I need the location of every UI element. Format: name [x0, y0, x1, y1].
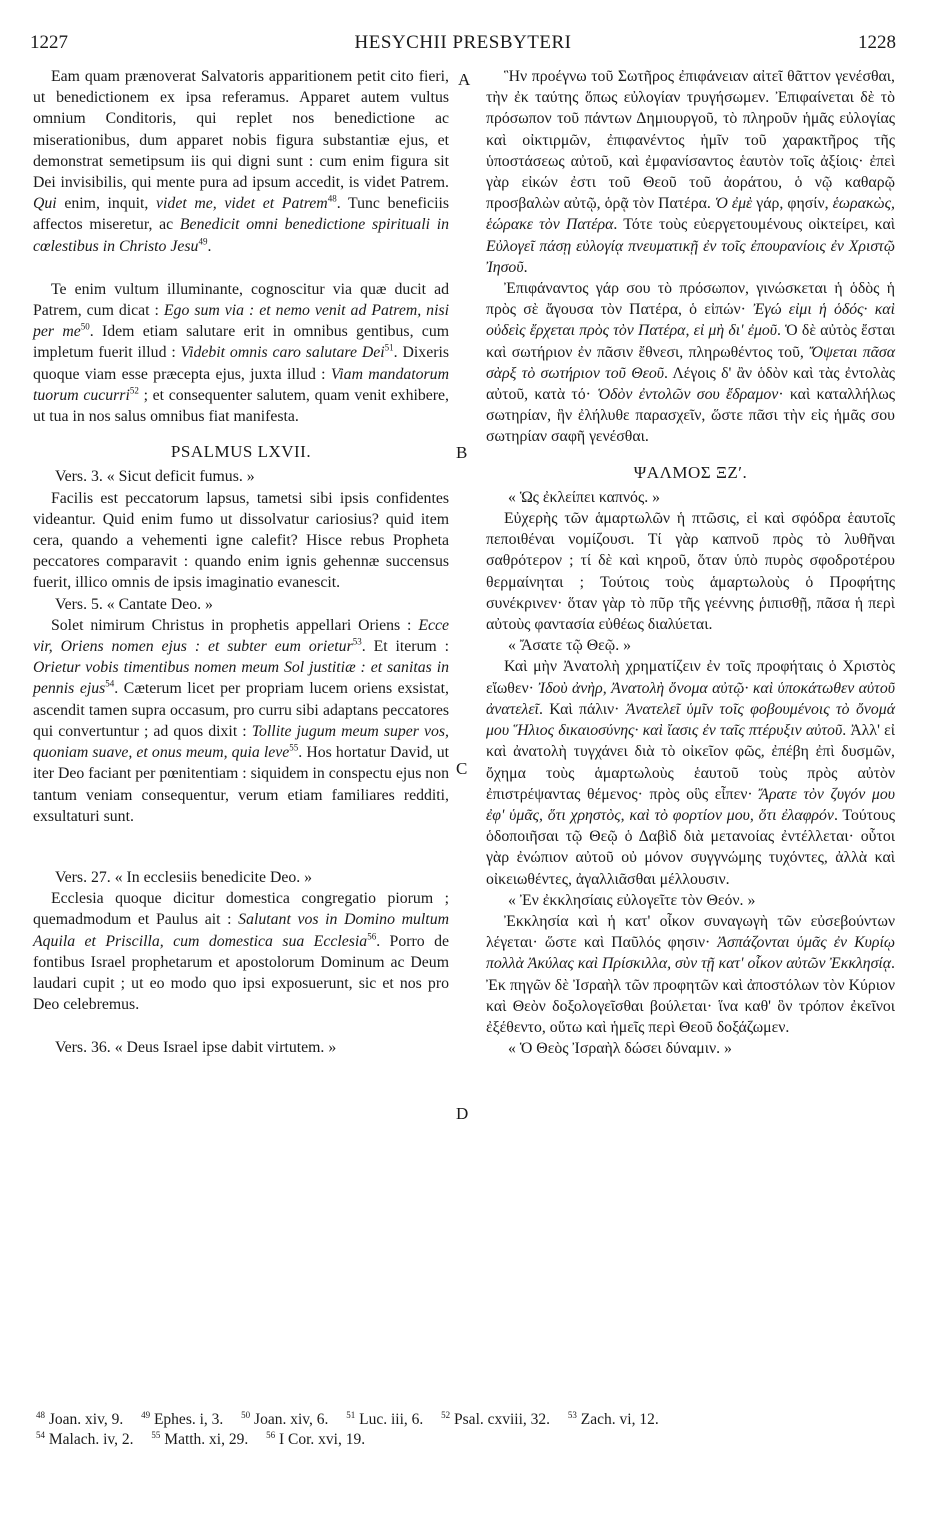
footnote-51: $^{51}$ Luc. iii, 6. [346, 1409, 424, 1428]
footnote-ref[interactable]: 53 [352, 636, 362, 647]
greek-paragraph: Καὶ μὴν Ἀνατολὴ χρηματίζειν ἐν τοῖς προφήταις ὁ Χριστὸς εἴωθεν· Ἰδοὺ ἀνὴρ, Ἀνατολὴ ὄνομα αὐτῷ· καὶ ὑποκάτωθεν αὐτοῦ ἀνατελεῖ. Καὶ πάλιν· Ἀνατελεῖ ὑμῖν τοῖς φοβουμένοις τὸ ὄνομά μου Ἥλιος δικαιοσύνης· καὶ ἴασις ἐν ταῖς πτέρυξιν αὐτοῦ. Ἀλλ' εἰ καὶ ἀνατολὴ τυγχάνει διὰ τὸ οἰκεῖον φῶς, ἐπέβη ἐπὶ δυσμῶν, ὄχημα τοὺς ἁμαρτωλοὺς ἑαυτοῦ τοὺς πρὸς αὐτὸν ἐπιστρέψαντας θέμενος· πρὸς οὓς εἶπεν· Ἄρατε τὸν ζυγόν μου ἐφ' ὑμᾶς, ὅτι χρηστὸς, καὶ τὸ φορτίον μου, ὅτι ἐλαφρόν. Τούτους ὁδοποιῆσαι τῷ Θεῷ ὁ Δαβὶδ διὰ μετανοίας ἐντέλλεται· οὗτοι γὰρ ἐνώπιον αὐτοῦ οὐ μόνον συγγνώμης τυχόντες, ἀλλὰ καὶ οἰκειωθέντες, ἀγαλλιᾶσθαι μέλλουσιν. [486, 658, 896, 888]
footnote-ref[interactable]: 51 [384, 343, 394, 354]
running-title: HESYCHII PRESBYTERI [354, 32, 572, 53]
greek-column [486, 66, 895, 1059]
greek-paragraph: Ἐκκλησία καὶ ἡ κατ' οἶκον συναγωγὴ τῶν εὐσεβούντων λέγεται· ὥστε καὶ Παῦλός φησιν· Ἀσπάζονται ὑμᾶς ἐν Κυρίῳ πολλὰ Ἀκύλας καὶ Πρίσκιλλα, σὺν τῇ κατ' οἶκον αὐτῶν Ἐκκλησίᾳ. Ἐκ πηγῶν δὲ Ἰσραὴλ τῶν προφητῶν καὶ ἀποστόλων τὸν Κύριον καὶ Θεὸν δοξολογεῖσθαι βούλεται· ἵνα καθ' ὃν τρόπον ἐκεῖνοι ἐξέθεντο, οὕτω καὶ ἡμεῖς περὶ Θεοῦ δοξάζωμεν. [486, 912, 895, 1036]
latin-paragraph: Facilis est peccatorum lapsus, tametsi sibi ipsis confidentes videantur. Quid enim fumo ut dissolvatur cariosius? quid item cera, quando a vehementi igne calefit? Hisce rebus Propheta peccatores comparavit : quando enim ignis gehennæ succensus fuerit, illico omnis de ipsis imaginatio evanescit. [33, 489, 449, 592]
verse-lemma: Vers. 27. « In ecclesiis benedicite Deo. » [55, 868, 313, 886]
footnote-56: $^{56}$ I Cor. xvi, 19. [266, 1429, 366, 1448]
latin-paragraph: Te enim vultum illuminante, cognoscitur via quæ ducit ad Patrem, cum dicat : Ego sum via : et nemo venit ad Patrem, nisi per $me^{50}$. Idem etiam salutare erit in omnibus gentibus, cum impletum fuerit illud : Videbit omnis caro salutare Dei$^{51}$. Dixeris quoque viam esse præcepta ejus, juxta illud : Viam mandatorum tuorum cucurri$^{52}$ ; et consequenter salutem, quam venit exhibere, ut tua in nos salus omnibus fiat manifesta. [33, 280, 450, 426]
verse-lemma: « Ἐν ἐκκλησίαις εὐλογεῖτε τὸν Θεόν. » [508, 891, 756, 909]
footnote-ref[interactable]: 55 [289, 742, 299, 753]
footnote-line [36, 1410, 896, 1430]
latin-paragraph: Eam quam prænoverat Salvatoris apparitionem petit cito fieri, ut benedictionem ex ipsa referamus. Apparet autem vultus omnium Conditoris, qui replet nos benedictione ac miserationibus, dum apparet nobis figura substantiæ ejus, et demonstrat semetipsum iis qui digni sunt : cum enim figura sit Dei invisibilis, qui mente pura ad ipsum accedit, is videt Patrem. Qui enim, inquit, videt me, videt et Patrem$^{48}$. Tunc beneficiis affectos miseretur, ac Benedicit omni benedictione spirituali in cœlestibus in Christo Jesu$^{49}$. [33, 68, 450, 255]
margin-letter-c: C [456, 759, 468, 778]
footnote-line [36, 1430, 896, 1450]
latin-paragraph: Solet nimirum Christus in prophetis appellari Oriens : Ecce vir, Oriens nomen ejus : et subter eum orietur$^{53}$. Et iterum : Orietur vobis timentibus nomen meum Sol justitiæ : et sanitas in pennis ejus$^{54}$. Cæterum licet per propriam lucem oriens exsistat, ascendit tamen supra occasum, pro curru sibi adaptans peccatores qui convertuntur ; ad quos dixit : Tollite jugum meum super vos, quoniam suave, et onus meum, quia leve$^{55}$. Hos hortatur David, ut iter Deo faciant per pœnitentiam : siquidem in conspectu ejus non tantum veniam consequentur, verum etiam familiares redditi, exsultaturi sunt. [33, 616, 450, 825]
page-header [30, 30, 896, 60]
footnote-54: $^{54}$ Malach. iv, 2. [36, 1429, 134, 1448]
margin-letter-a: A [458, 70, 471, 89]
margin-letter-b: B [456, 443, 468, 462]
footnotes [36, 1410, 896, 1450]
page-number-right: 1228 [858, 32, 896, 53]
psalm-title: ΨΑΛΜΟΣ ΞΖʹ. [633, 462, 748, 482]
page-number-left: 1227 [30, 32, 68, 53]
verse-lemma: Vers. 36. « Deus Israel ipse dabit virtutem. » [55, 1039, 337, 1057]
verse-lemma: « Ἄσατε τῷ Θεῷ. » [508, 637, 631, 655]
latin-paragraph: Ecclesia quoque dicitur domestica congregatio piorum ; quemadmodum et Paulus ait : Salutant vos in Domino multum Aquila et Priscilla, cum domestica sua Ecclesia$^{56}$. Porro de fontibus Israel prophetarum et apostolorum Dominum ac Deum laudari cupit ; ut eo modo quo ipsi exposuerunt, sic et nos pro Deo celebremus. [33, 890, 450, 1014]
footnote-49: $^{49}$ Ephes. i, 3. [141, 1409, 224, 1428]
footnote-ref[interactable]: 52 [129, 385, 139, 396]
verse-lemma: Vers. 5. « Cantate Deo. » [55, 595, 213, 613]
footnote-50: $^{50}$ Joan. xiv, 6. [241, 1409, 329, 1428]
footnote-48: $^{48}$ Joan. xiv, 9. [36, 1409, 124, 1428]
verse-lemma: « Ὁ Θεὸς Ἰσραὴλ δώσει δύναμιν. » [508, 1040, 732, 1058]
psalm-title: PSALMUS LXVII. [170, 442, 312, 462]
greek-paragraph: Ἐπιφάναντος γάρ σου τὸ πρόσωπον, γινώσκεται ἡ ὁδὸς ἡ πρὸς σὲ ἄγουσα τὸν Πατέρα, ὁ εἰπών· Ἐγώ εἰμι ἡ ὁδός· καὶ οὐδεὶς ἔρχεται πρὸς τὸν Πατέρα, εἰ μὴ δι' ἐμοῦ. Ὁ δὲ αὐτὸς ἔσται καὶ σωτήριον ἐν πᾶσιν ἔθνεσι, πληρωθέντος τοῦ, Ὄψεται πᾶσα σὰρξ τὸ σωτήριον τοῦ Θεοῦ. Λέγοις δ' ἂν ὁδὸν καὶ τὰς ἐντολὰς αὐτοῦ, κατὰ τό· Ὁδὸν ἐντολῶν σου ἔδραμον· καὶ καταλλήλως σωτηρίαν, ἣν ἐλήλυθε παρασχεῖν, ὥστε πᾶσι τὴν εἰς ἡμᾶς σου σωτηρίαν σαφῆ γενέσθαι. [486, 280, 895, 446]
footnote-ref[interactable]: 56 [367, 931, 377, 942]
greek-paragraph: Εὐχερὴς τῶν ἁμαρτωλῶν ἡ πτῶσις, εἰ καὶ σφόδρα ἑαυτοῖς πεποιθέναι νομίζουσι. Τί γὰρ καπνοῦ πρὸς τὸ λυθῆναι σαθρότερον ; τί δὲ καὶ κηροῦ, ὅταν ὑπὸ πυρὸς σφοδροτέρου θερμαίνηται ; Τούτοις τοὺς ἁμαρτωλοὺς ὁ Προφήτης συνέκρινεν· ὅταν γὰρ τὸ πῦρ τῆς γεέννης ῥιπισθῇ, πᾶσα ἡ περὶ αὐτοὺς φαντασία εὐθέως διαλύεται. [486, 510, 895, 634]
footnote-52: $^{52}$ Psal. cxviii, 32. [441, 1409, 551, 1428]
footnote-ref[interactable]: 50 [80, 321, 90, 332]
verse-lemma: « Ὡς ἐκλείπει καπνός. » [508, 488, 660, 506]
margin-letter-d: D [456, 1104, 469, 1123]
footnote-ref[interactable]: 49 [198, 236, 208, 247]
verse-lemma: Vers. 3. « Sicut deficit fumus. » [55, 468, 255, 486]
footnote-ref[interactable]: 48 [327, 193, 337, 204]
latin-column [33, 66, 449, 1059]
footnote-53: $^{53}$ Zach. vi, 12. [567, 1409, 659, 1428]
footnote-ref[interactable]: 54 [105, 679, 115, 690]
footnote-55: $^{55}$ Matth. xi, 29. [151, 1429, 249, 1448]
greek-paragraph: Ἣν προέγνω τοῦ Σωτῆρος ἐπιφάνειαν αἰτεῖ θᾶττον γενέσθαι, τὴν ἐκ ταύτης ὅπως εὐλογίαν τρυγήσωμεν. Ἐπιφαίνεται δὲ τὸ πρόσωπον τοῦ πάντων Δημιουργοῦ, τὸ πληροῦν ἡμᾶς εὐλογίας καὶ οἰκτιρμῶν, ἐπιφανέντος ἡμῖν τοῦ χαρακτῆρος τῆς ὑποστάσεως αὐτοῦ, καὶ ἐμφανίσαντος ἑαυτὸν τοῖς ἀξίοις· ἐπεὶ γὰρ εἰκών ἐστι τοῦ Θεοῦ τοῦ ἀοράτου, ὁ νῷ καθαρῷ προσβαλὼν αὐτῷ, ὁρᾷ τὸν Πατέρα. Ὁ ἐμὲ γάρ, φησίν, ἑωρακὼς, ἑώρακε τὸν Πατέρα. Τότε τοὺς εὐεργετουμένους οἰκτείρει, καὶ Εὐλογεῖ πάσῃ εὐλογίᾳ πνευματικῇ ἐν τοῖς ἐπουρανίοις ἐν Χριστῷ Ἰησοῦ. [486, 68, 896, 276]
